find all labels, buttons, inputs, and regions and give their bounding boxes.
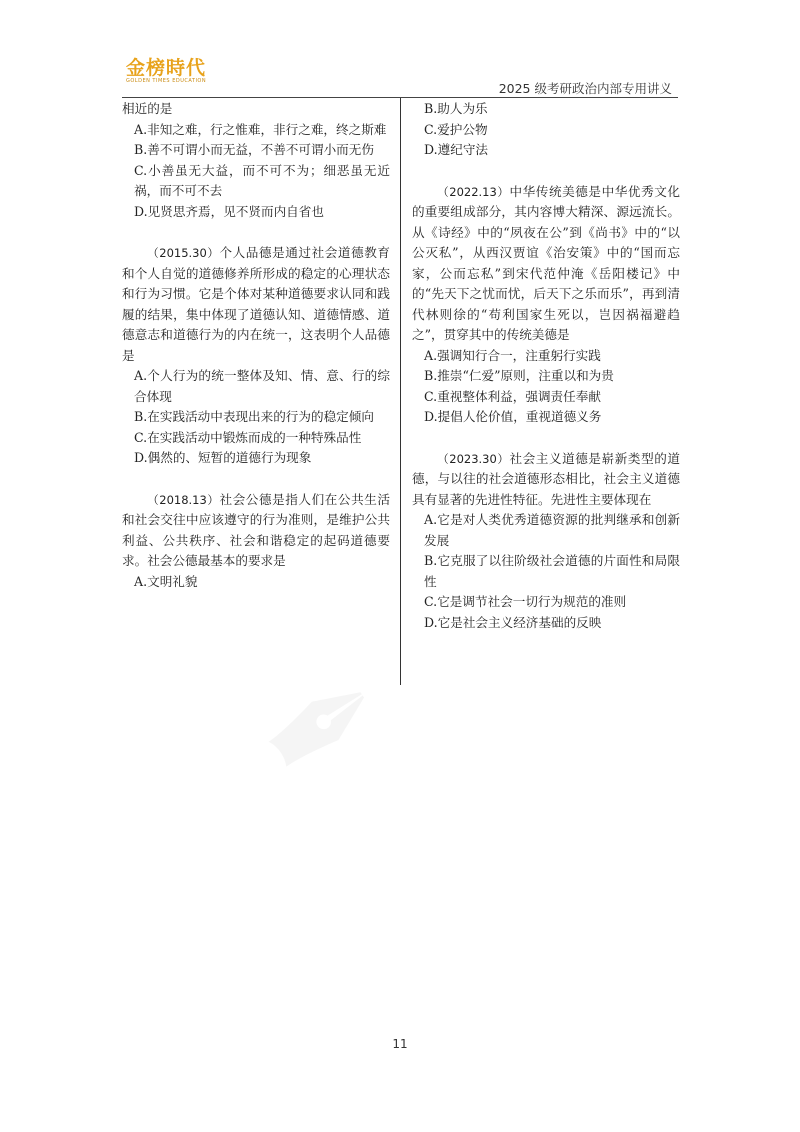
question-stem	[412, 182, 680, 346]
option-a: A.个人行为的统一整体及知、情、意、行的综合体现	[134, 368, 390, 404]
option-d: D.见贤思齐焉，见不贤而内自省也	[134, 203, 324, 219]
option-b: B.它克服了以往阶级社会道德的片面性和局限性	[424, 553, 680, 589]
column-divider	[400, 98, 401, 685]
option-d: D.提倡人伦价值，重视道德义务	[424, 409, 602, 424]
option-c: C.在实践活动中锻炼而成的一种特殊品性	[134, 429, 362, 445]
watermark: ✒	[221, 619, 425, 835]
question-text: 个人品德是通过社会道德教育和个人自觉的道德修养所形成的稳定的心理状态和行为习惯。它是个体对某种道德要求认同和践履的结果，集中体现了道德认知、道德情感、道德意志和道德行为的内在统一，这表明个人品德是	[122, 245, 390, 363]
option-a: A.它是对人类优秀道德资源的批判继承和创新发展	[424, 512, 680, 548]
question-id: （2018.13）	[147, 492, 220, 507]
header-title: 2025 级考研政治内部专用讲义	[498, 81, 672, 96]
option-b: B.在实践活动中表现出来的行为的稳定倾向	[134, 409, 374, 424]
question-id: （2023.30）	[437, 451, 510, 466]
question-2022-13	[412, 182, 680, 428]
question-2015-30	[122, 243, 390, 469]
option-b: B.助人为乐	[424, 101, 488, 116]
question-continued	[122, 99, 390, 222]
brand-logo	[126, 58, 226, 84]
question-text: 社会主义道德是崭新类型的道德，与以往的社会道德形态相比，社会主义道德具有显著的先进性特征。先进性主要体现在	[412, 450, 680, 507]
option-d: D.遵纪守法	[424, 142, 489, 157]
left-column	[122, 99, 390, 613]
question-stem	[412, 449, 680, 511]
question-text: 中华传统美德是中华优秀文化的重要组成部分，其内容博大精深、源远流长。从《诗经》中的“夙夜在公”到《尚书》中的“以公灭私”，从西汉贾谊《治安策》中的“国而忘家，公而忘私”到宋代范仲淹《岳阳楼记》中的“先天下之忧而忧，后天下之乐而乐”，再到清代林则徐的“苟利国家生死以，岂因祸福避趋之”，贯穿其中的传统美德是	[412, 183, 680, 342]
logo-subtitle: GOLDEN TIMES EDUCATION	[126, 78, 207, 84]
option-c: C.它是调节社会一切行为规范的准则	[424, 594, 627, 609]
question-text: 社会公德是指人们在公共生活和社会交往中应该遵守的行为准则，是维护公共利益、公共秩序、社会和谐稳定的起码道德要求。社会公德最基本的要求是	[122, 491, 390, 568]
option-a: A.强调知行合一，注重躬行实践	[424, 347, 601, 363]
question-2023-30	[412, 449, 680, 634]
right-column	[412, 99, 680, 654]
page-number: 11	[392, 1037, 408, 1051]
question-2018-13-continued	[412, 99, 680, 161]
option-a: A.文明礼貌	[134, 573, 198, 589]
option-c: C.重视整体利益，强调责任奉献	[424, 388, 601, 404]
question-stem-continued: 相近的是	[122, 101, 173, 116]
option-a: A.非知之难，行之惟难，非行之难，终之斯难	[134, 121, 387, 137]
logo-text: 金榜時代	[126, 57, 207, 79]
option-c: C.爱护公物	[424, 121, 488, 137]
question-stem	[122, 243, 390, 366]
option-d: D.偶然的、短暂的道德行为现象	[134, 450, 312, 465]
option-d: D.它是社会主义经济基础的反映	[424, 614, 602, 630]
option-c: C.小善虽无大益，而不可不为；细恶虽无近祸，而不可不去	[134, 162, 390, 198]
question-2018-13	[122, 490, 390, 593]
option-b: B.善不可谓小而无益，不善不可谓小而无伤	[134, 142, 374, 157]
question-stem	[122, 490, 390, 572]
question-id: （2022.13）	[437, 184, 510, 199]
option-b: B.推崇“仁爱”原则，注重以和为贵	[424, 368, 614, 383]
question-id: （2015.30）	[147, 246, 220, 260]
